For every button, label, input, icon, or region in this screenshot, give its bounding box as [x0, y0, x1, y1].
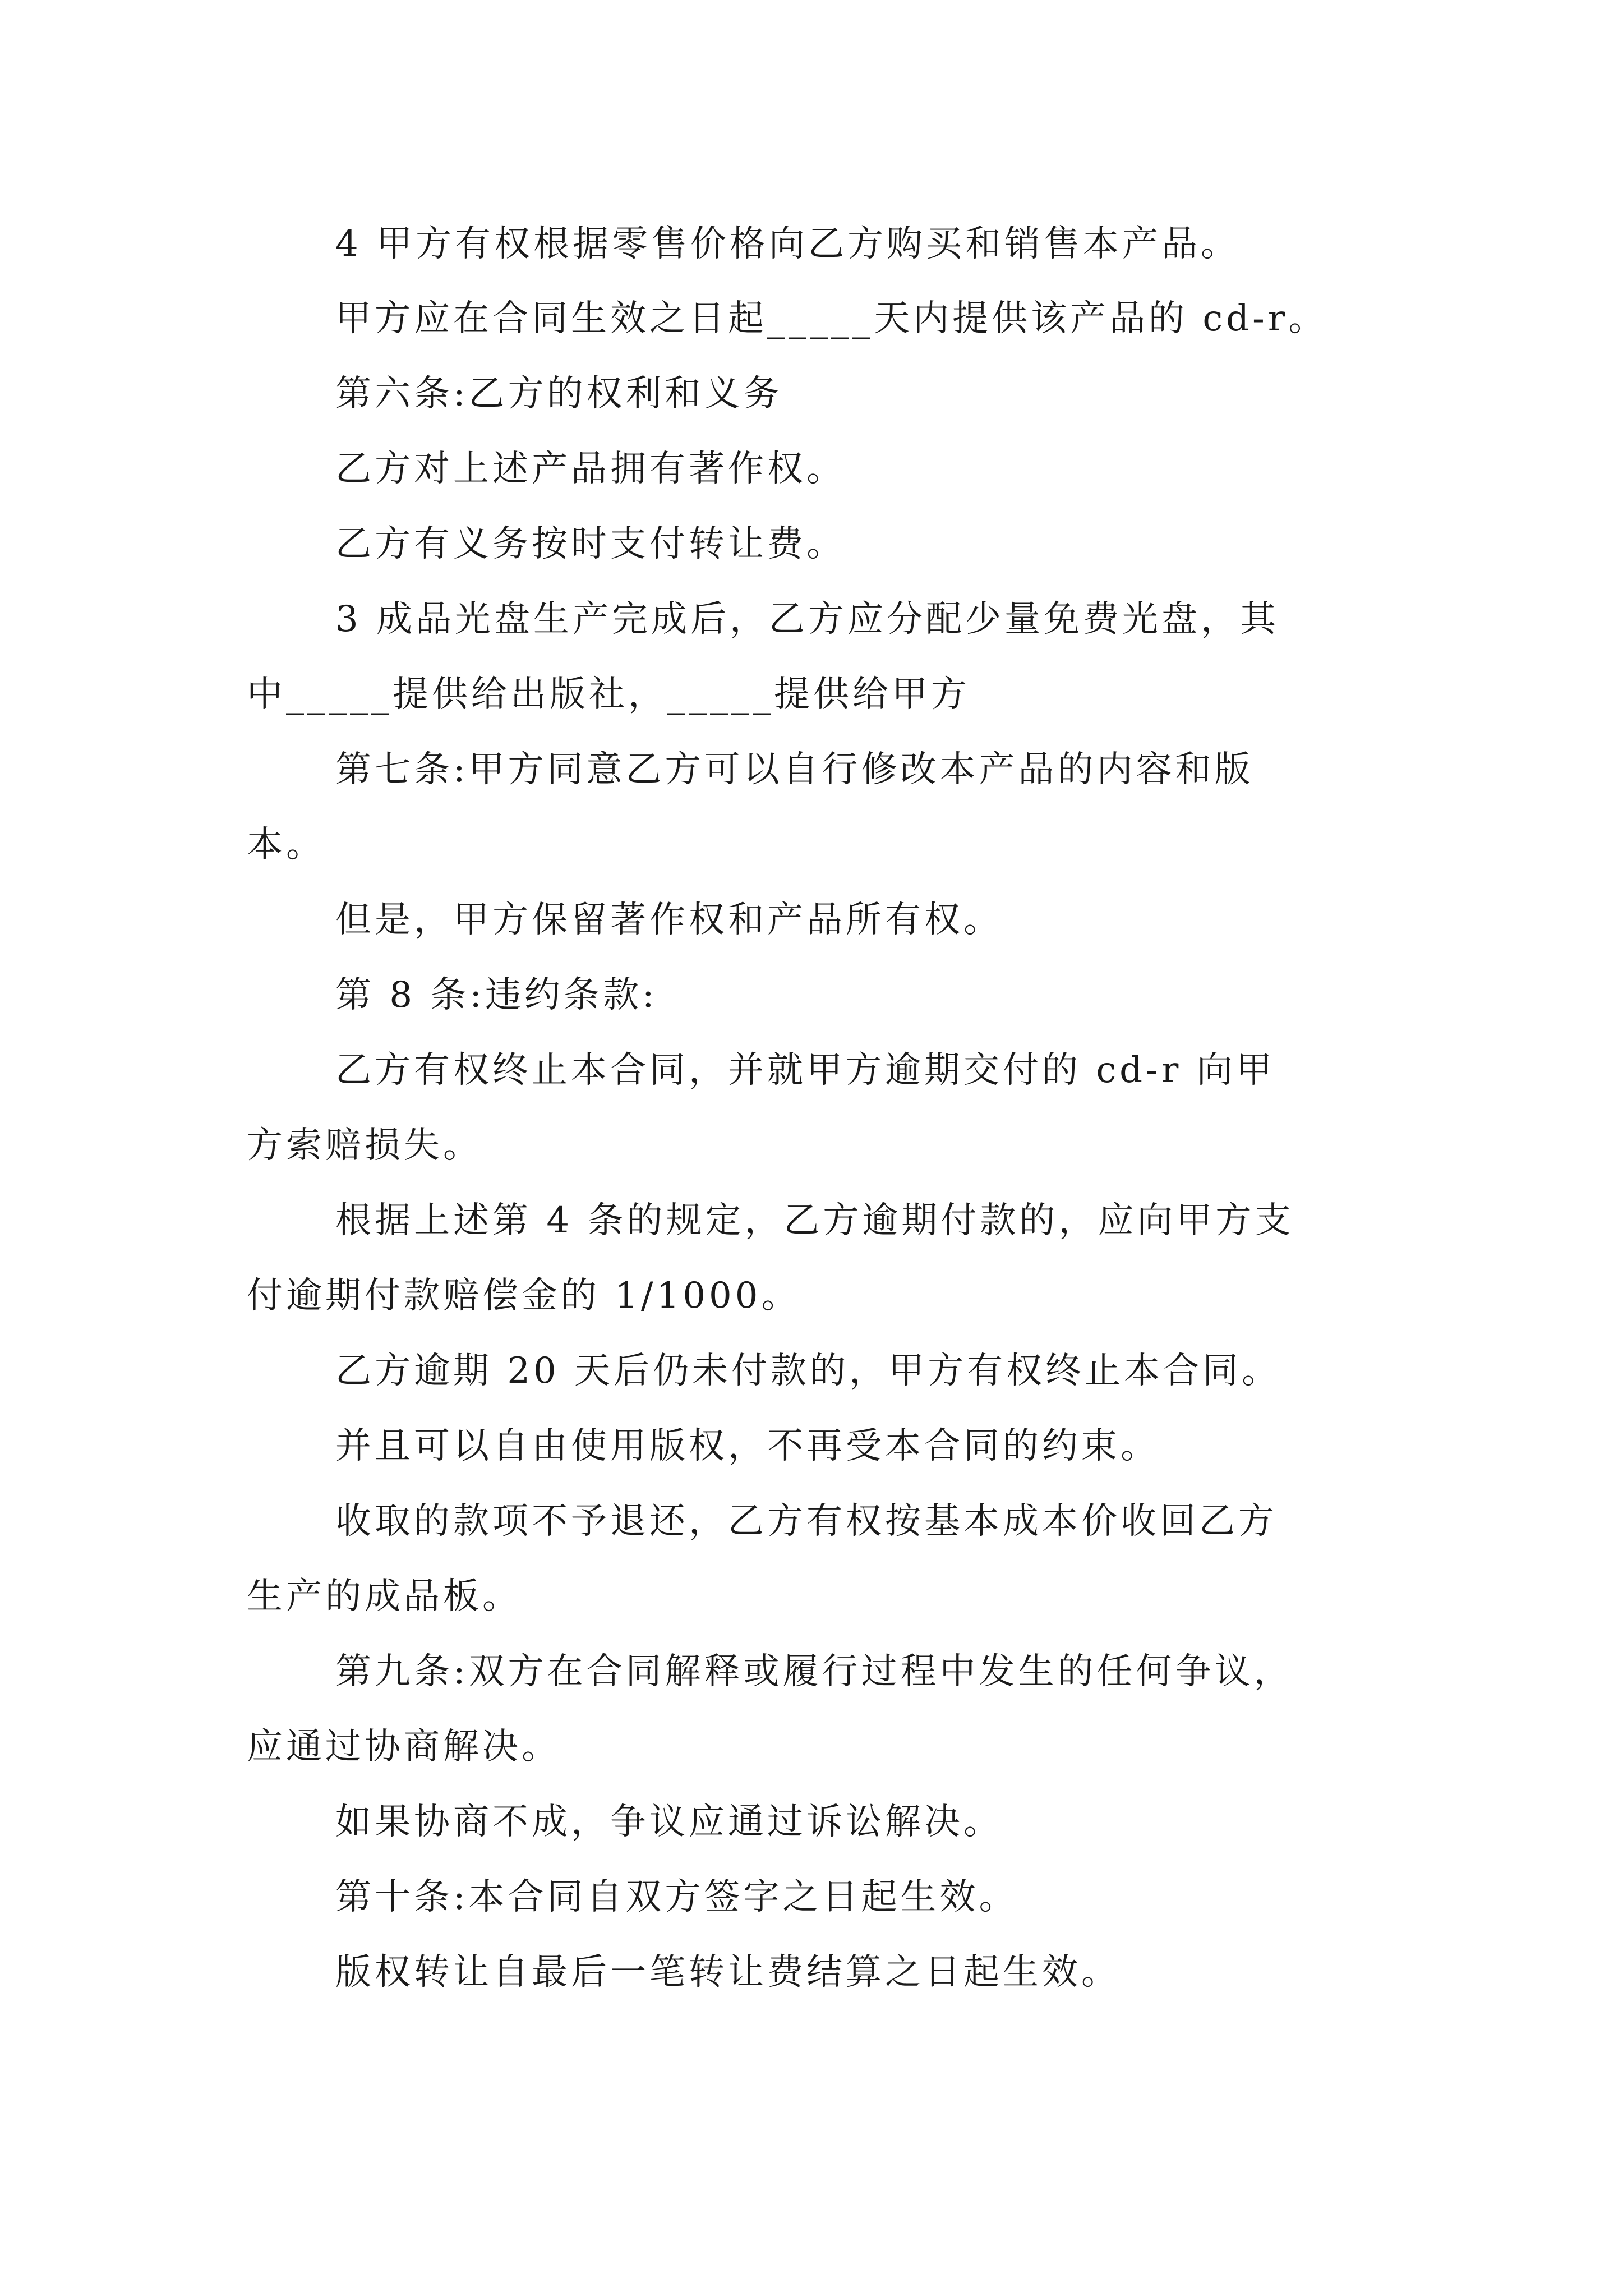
paragraph-line: 但是，甲方保留著作权和产品所有权。 — [335, 899, 1003, 941]
paragraph-line: 方索赔损失。 — [247, 1125, 482, 1166]
paragraph-line: 3 成品光盘生产完成后，乙方应分配少量免费光盘，其 — [335, 599, 1280, 640]
paragraph-line: 乙方逾期 20 天后仍未付款的，甲方有权终止本合同。 — [335, 1350, 1281, 1392]
paragraph-line: 付逾期付款赔偿金的 1/1000。 — [247, 1275, 801, 1317]
article-heading: 第七条:甲方同意乙方可以自行修改本产品的内容和版 — [335, 749, 1254, 790]
article-heading: 第六条:乙方的权利和义务 — [335, 373, 783, 415]
paragraph-line: 甲方应在合同生效之日起_____天内提供该产品的 cd-r。 — [335, 298, 1328, 339]
article-heading: 第九条:双方在合同解释或履行过程中发生的任何争议， — [335, 1651, 1293, 1692]
paragraph-line: 中_____提供给出版社，_____提供给甲方 — [247, 674, 970, 715]
paragraph-line: 乙方有权终止本合同，并就甲方逾期交付的 cd-r 向甲 — [335, 1050, 1275, 1091]
paragraph-line: 版权转让自最后一笔转让费结算之日起生效。 — [335, 1952, 1121, 1993]
paragraph-line: 收取的款项不予退还，乙方有权按基本成本价收回乙方 — [335, 1501, 1278, 1542]
paragraph-line: 并且可以自由使用版权，不再受本合同的约束。 — [335, 1425, 1160, 1467]
paragraph-line: 应通过协商解决。 — [247, 1726, 561, 1768]
paragraph-line: 乙方有义务按时支付转让费。 — [335, 523, 846, 565]
paragraph-line: 4 甲方有权根据零售价格向乙方购买和销售本产品。 — [335, 223, 1241, 265]
article-heading: 第十条:本合同自双方签字之日起生效。 — [335, 1876, 1018, 1918]
paragraph-line: 本。 — [247, 824, 325, 866]
paragraph-line: 乙方对上述产品拥有著作权。 — [335, 448, 846, 490]
paragraph-line: 根据上述第 4 条的规定，乙方逾期付款的，应向甲方支 — [335, 1200, 1294, 1241]
paragraph-line: 如果协商不成，争议应通过诉讼解决。 — [335, 1801, 1003, 1843]
paragraph-line: 生产的成品板。 — [247, 1576, 522, 1617]
article-heading: 第 8 条:违约条款: — [335, 974, 658, 1016]
